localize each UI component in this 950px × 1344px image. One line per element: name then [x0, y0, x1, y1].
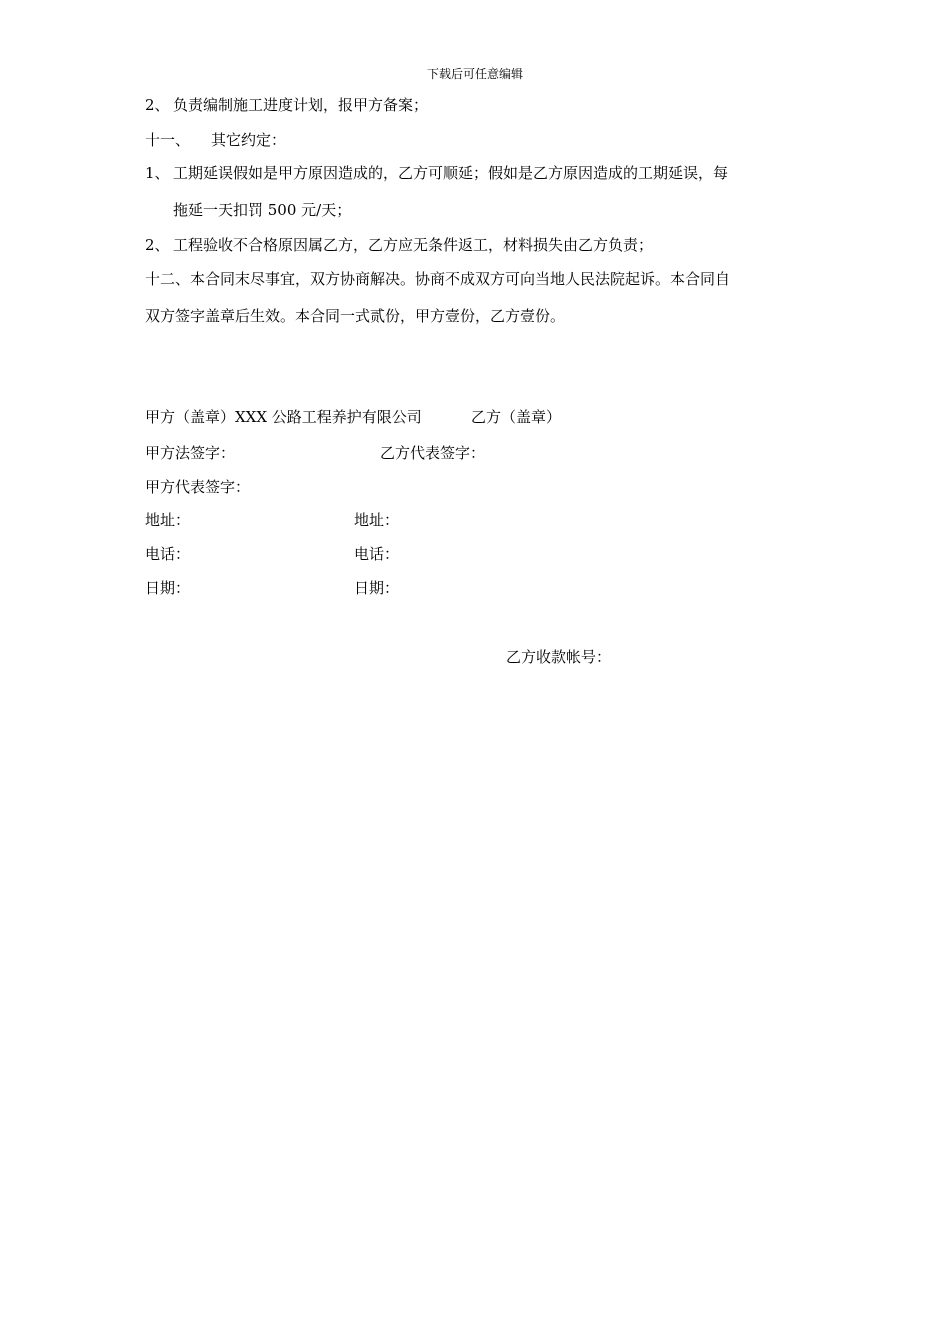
- section-12-line-1: 十二、本合同末尽事宜，双方协商解决。协商不成双方可向当地人民法院起诉。本合同自: [145, 270, 731, 288]
- clause-item-2: [145, 95, 428, 115]
- section-11-item-1-line-2: 拖延一天扣罚 500 元/天；: [173, 201, 352, 219]
- party-a-representative-signature: 甲方代表签字：: [145, 478, 251, 496]
- party-b-address: 地址：: [354, 511, 400, 529]
- party-a-legal-signature: 甲方法签字：: [145, 444, 236, 462]
- section-11-item-1-line-1: 工期延误假如是甲方原因造成的，乙方可顺延；假如是乙方原因造成的工期延误，每: [173, 164, 729, 182]
- party-a-phone: 电话：: [145, 545, 191, 563]
- party-a-address: 地址：: [145, 511, 191, 529]
- section-11-heading: [145, 130, 286, 150]
- section-11-item-2: [145, 235, 653, 255]
- party-b-phone: 电话：: [354, 545, 400, 563]
- clause-item-2-text: 负责编制施工进度计划，报甲方备案；: [173, 96, 429, 114]
- section-11-item-2-number: 2、: [145, 236, 170, 254]
- party-b-bank-account: 乙方收款帐号：: [506, 648, 612, 666]
- party-b-representative-signature: 乙方代表签字：: [380, 444, 486, 462]
- clause-item-2-number: 2、: [145, 96, 170, 114]
- section-11-number: 十一、: [145, 131, 191, 149]
- party-a-date: 日期：: [145, 579, 191, 597]
- party-b-seal: 乙方（盖章）: [471, 408, 562, 426]
- section-11-title: 其它约定：: [211, 131, 287, 149]
- section-11-item-2-text: 工程验收不合格原因属乙方，乙方应无条件返工，材料损失由乙方负责；: [173, 236, 654, 254]
- section-12-line-2: 双方签字盖章后生效。本合同一式贰份，甲方壹份，乙方壹份。: [145, 307, 566, 325]
- party-b-date: 日期：: [354, 579, 400, 597]
- party-a-seal: 甲方（盖章）XXX 公路工程养护有限公司: [145, 408, 422, 426]
- section-11-item-1-number: 1、: [145, 164, 170, 182]
- section-11-item-1: [145, 163, 728, 183]
- page-header: 下载后可任意编辑: [426, 67, 523, 81]
